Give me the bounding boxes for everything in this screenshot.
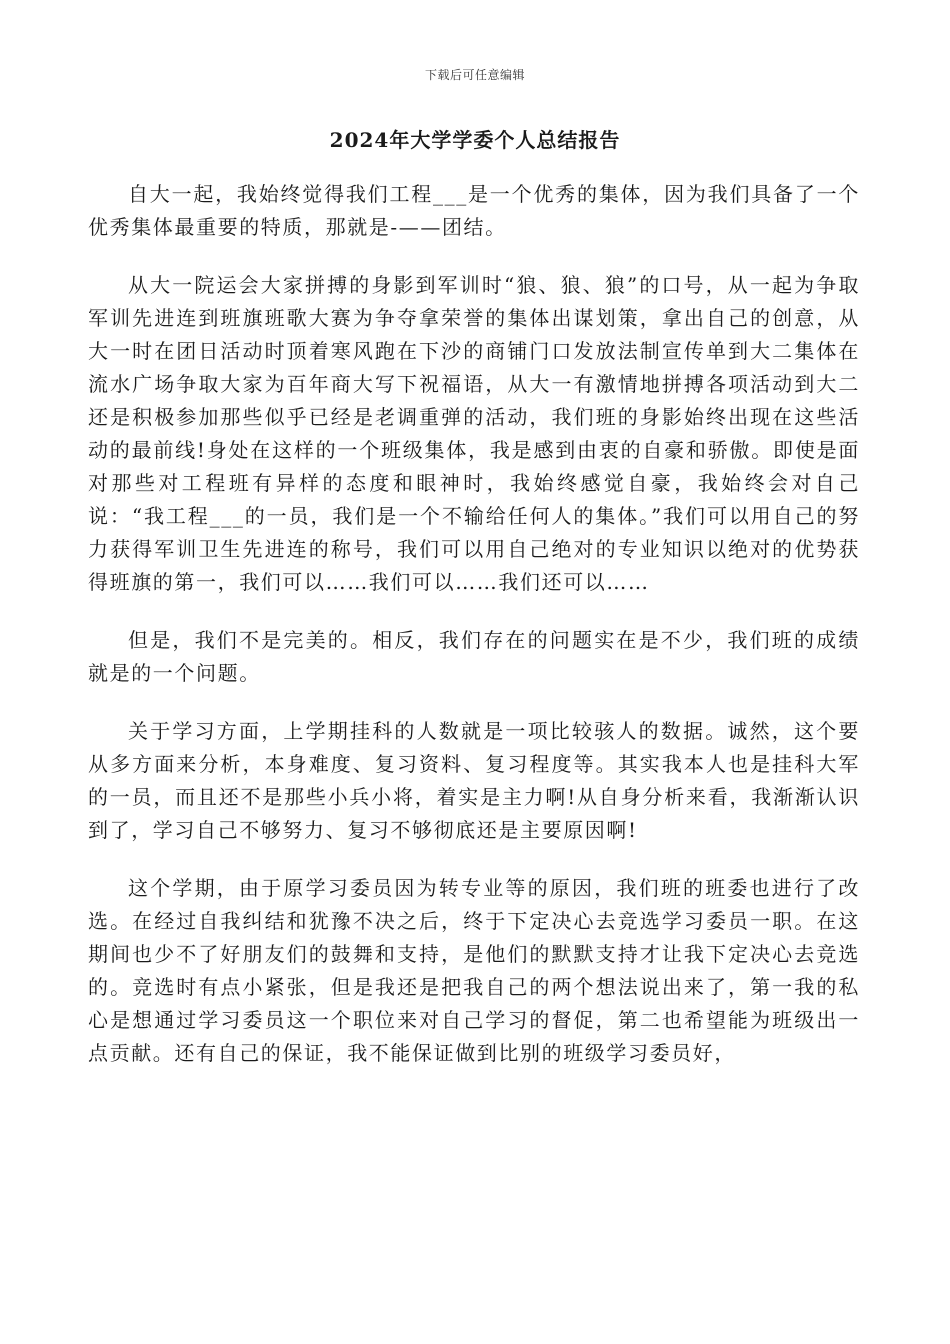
document-title: 2024年大学学委个人总结报告 bbox=[329, 128, 621, 152]
paragraph: 关于学习方面，上学期挂科的人数就是一项比较骇人的数据。诚然，这个要从多方面来分析，本身难度、复习资料、复习程度等。其实我本人也是挂科大军的一员，而且还不是那些小兵小将，着实是主力啊!从自身分析来看，我渐渐认识到了，学习自己不够努力、复习不够彻底还是主要原因啊! bbox=[88, 719, 860, 842]
paragraph: 自大一起，我始终觉得我们工程___是一个优秀的集体，因为我们具备了一个优秀集体最重要的特质，那就是-——团结。 bbox=[88, 182, 860, 239]
paragraph: 这个学期，由于原学习委员因为转专业等的原因，我们班的班委也进行了改选。在经过自我纠结和犹豫不决之后，终于下定决心去竞选学习委员一职。在这期间也少不了好朋友们的鼓舞和支持，是他们的默默支持才让我下定决心去竞选的。竞选时有点小紧张，但是我还是把我自己的两个想法说出来了，第一我的私心是想通过学习委员这一个职位来对自己学习的督促，第二也希望能为班级出一点贡献。还有自己的保证，我不能保证做到比别的班级学习委员好， bbox=[88, 876, 860, 1065]
paragraph: 从大一院运会大家拼搏的身影到军训时“狼、狼、狼”的口号，从一起为争取军训先进连到班旗班歌大赛为争夺拿荣誉的集体出谋划策，拿出自己的创意，从大一时在团日活动时顶着寒风跑在下沙的商铺门口发放法制宣传单到大二集体在流水广场争取大家为百年商大写下祝福语，从大一有激情地拼搏各项活动到大二还是积极参加那些似乎已经是老调重弹的活动，我们班的身影始终出现在这些活动的最前线!身处在这样的一个班级集体，我是感到由衷的自豪和骄傲。即使是面对那些对工程班有异样的态度和眼神时，我始终感觉自豪，我始终会对自己说：“我工程___的一员，我们是一个不输给任何人的集体。”我们可以用自己的努力获得军训卫生先进连的称号，我们可以用自己绝对的专业知识以绝对的优势获得班旗的第一，我们可以……我们可以……我们还可以…… bbox=[88, 273, 860, 594]
document-body bbox=[88, 178, 860, 1095]
header-note: 下载后可任意编辑 bbox=[424, 68, 525, 82]
paragraph: 但是，我们不是完美的。相反，我们存在的问题实在是不少，我们班的成绩就是的一个问题。 bbox=[88, 628, 860, 685]
